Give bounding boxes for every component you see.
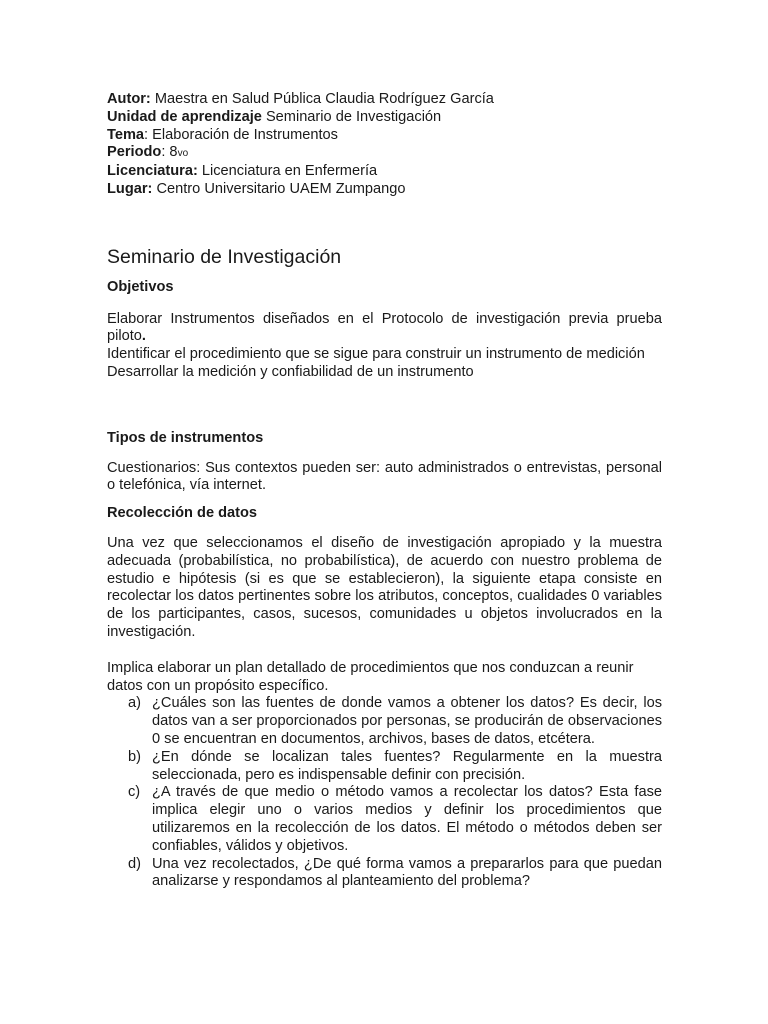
tipos-paragraph: Cuestionarios: Sus contextos pueden ser: auto administrados o entrevistas, personal o telefónica, vía internet. (107, 459, 662, 494)
meta-unidad (107, 109, 662, 127)
list-item-marker: d) (128, 855, 141, 872)
objetivo-item-1-end: . (141, 328, 146, 345)
objetivos-heading: Objetivos (107, 278, 174, 295)
meta-autor-value: Maestra en Salud Pública Claudia Rodríguez García (150, 91, 494, 107)
questions-list (107, 695, 662, 891)
list-item-text: ¿A través de que medio o método vamos a recolectar los datos? Esta fase implica elegir uno o varios medios y definir los procedimientos que utilizaremos en la recolección de los datos. El método o métodos deben ser confiables, válidos y objetivos. (152, 784, 662, 854)
meta-autor (107, 91, 662, 109)
meta-unidad-value: Seminario de Investigación (261, 108, 442, 125)
meta-tema-label: Tema (107, 126, 145, 143)
objetivo-item-1 (107, 311, 662, 347)
tipos-heading: Tipos de instrumentos (107, 429, 264, 446)
list-item (107, 695, 662, 748)
meta-periodo-value: : 8 (161, 144, 178, 161)
implica-paragraph: Implica elaborar un plan detallado de procedimientos que nos conduzcan a reunir datos con un propósito específico. (107, 659, 634, 694)
objetivo-item-3: Desarrollar la medición y confiabilidad de un instrumento (107, 363, 474, 380)
list-item-text: ¿En dónde se localizan tales fuentes? Regularmente en la muestra seleccionada, pero es indispensable definir con precisión. (152, 748, 662, 783)
meta-unidad-label: Unidad de aprendizaje (107, 108, 262, 125)
objetivo-item-1-text: Elaborar Instrumentos diseñados en el Protocolo de investigación previa prueba piloto (107, 310, 662, 345)
meta-periodo-label: Periodo (107, 144, 162, 161)
meta-tema-value: : Elaboración de Instrumentos (144, 126, 338, 143)
list-item (107, 856, 662, 892)
list-item-text: ¿Cuáles son las fuentes de donde vamos a obtener los datos? Es decir, los datos van a ser proporcionados por personas, se producirán de observaciones 0 se encuentran en documentos, archivos, bases de datos, etcétera. (152, 695, 662, 747)
meta-tema (107, 127, 662, 145)
meta-licenciatura-value: Licenciatura en Enfermería (197, 163, 378, 180)
meta-licenciatura (107, 163, 662, 181)
recoleccion-paragraph: Una vez que seleccionamos el diseño de investigación apropiado y la muestra adecuada (probabilística, no probabilística), de acuerdo con nuestro problema de estudio e hipótesis (si es que se establecieron), la siguiente etapa consiste en recolectar los datos pertinentes sobre los atributos, conceptos, cualidades 0 variables de los participantes, casos, sucesos, comunidades u objetos involucrados en la investigación. (107, 534, 662, 640)
recoleccion-heading: Recolección de datos (107, 505, 258, 522)
document-metadata (107, 91, 662, 199)
list-item-marker: b) (128, 748, 141, 765)
meta-periodo (107, 144, 662, 163)
meta-periodo-suffix: vo (177, 148, 189, 160)
list-item (107, 749, 662, 785)
objetivo-item-2: Identificar el procedimiento que se sigue para construir un instrumento de medición (107, 346, 645, 363)
meta-lugar-label: Lugar: (107, 180, 153, 197)
meta-licenciatura-label: Licenciatura: (107, 163, 198, 180)
meta-autor-label: Autor: (107, 91, 151, 107)
meta-lugar-value: Centro Universitario UAEM Zumpango (152, 180, 406, 197)
document-title: Seminario de Investigación (107, 245, 342, 268)
list-item (107, 784, 662, 855)
meta-lugar (107, 181, 662, 199)
list-item-marker: a) (128, 695, 141, 712)
list-item-text: Una vez recolectados, ¿De qué forma vamos a prepararlos para que puedan analizarse y respondamos al planteamiento del problema? (152, 855, 662, 890)
list-item-marker: c) (128, 784, 141, 801)
